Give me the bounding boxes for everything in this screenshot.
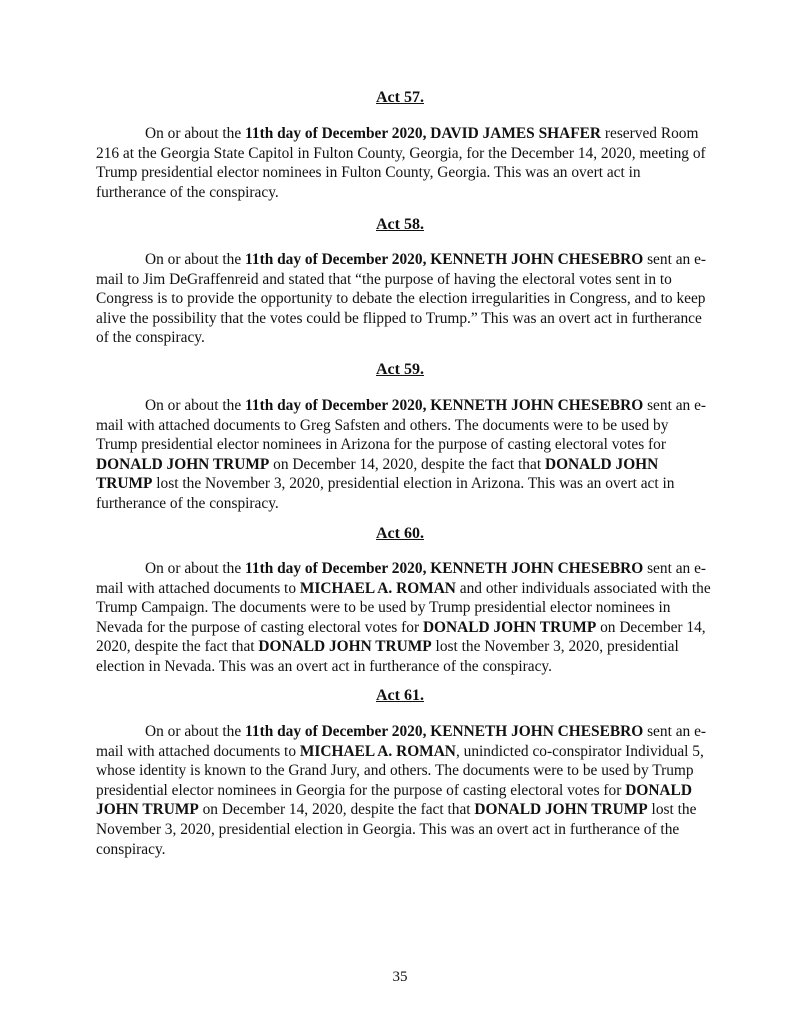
act-59-paragraph	[96, 396, 711, 514]
act-58-heading: Act 58.	[376, 216, 424, 233]
bold-text-run: 11th day of December 2020, KENNETH JOHN CHESEBRO	[245, 723, 644, 740]
text-run: On or about the	[145, 560, 246, 577]
act-57-paragraph	[96, 124, 711, 202]
bold-text-run: 11th day of December 2020, KENNETH JOHN CHESEBRO	[245, 251, 644, 268]
text-run: sent an e-mail with attached documents to Greg Safsten and others. The documents were to be used by Trump presidential elector nominees in Arizona for the purpose of casting electoral votes for	[96, 397, 707, 454]
text-run: sent an e-mail to Jim DeGraffenreid and stated that “the purpose of having the electoral votes sent in to Congress is to provide the opportunity to debate the election irregularities in Congress, and to keep alive the possibility that the votes could be flipped to Trump.” This was an overt act in furtherance of the conspiracy.	[96, 251, 707, 347]
text-run: sent an e-mail with attached documents to	[96, 723, 707, 760]
text-run: reserved Room 216 at the Georgia State Capitol in Fulton County, Georgia, for the December 14, 2020, meeting of Trump presidential elector nominees in Fulton County, Georgia. This was an overt act in furtherance of the conspiracy.	[96, 125, 706, 201]
bold-text-run: DONALD JOHN TRUMP	[96, 455, 659, 493]
bold-text-run: 11th day of December 2020, KENNETH JOHN CHESEBRO	[245, 397, 644, 414]
text-run: and other individuals associated with the Trump Campaign. The documents were to be used by Trump presidential elector nominees in Nevada for the purpose of casting electoral votes for	[96, 579, 711, 636]
act-60-heading: Act 60.	[376, 525, 424, 542]
text-run: sent an e-mail with attached documents to	[96, 560, 707, 597]
text-run: on December 14, 2020, despite the fact that	[198, 801, 475, 819]
text-run: On or about the	[145, 125, 246, 142]
text-run: On or about the	[145, 723, 246, 740]
text-run: lost the November 3, 2020, presidential election in Georgia. This was an overt act in furtherance of the conspiracy.	[96, 801, 697, 858]
act-60-paragraph	[96, 559, 711, 677]
bold-text-run: DONALD JOHN TRUMP	[96, 455, 270, 473]
text-run: lost the November 3, 2020, presidential election in Arizona. This was an overt act in furtherance of the conspiracy.	[96, 475, 675, 512]
act-59-heading: Act 59.	[376, 361, 424, 378]
page-number: 35	[392, 969, 408, 985]
bold-text-run: DONALD JOHN TRUMP	[96, 781, 692, 819]
bold-text-run: DONALD JOHN TRUMP	[422, 618, 597, 636]
act-58-paragraph	[96, 250, 711, 348]
text-run: On or about the	[145, 251, 246, 268]
act-61-heading: Act 61.	[376, 687, 424, 704]
act-61-paragraph	[96, 722, 711, 859]
text-run: On or about the	[145, 397, 246, 414]
act-57-heading: Act 57.	[376, 89, 424, 106]
bold-text-run: DONALD JOHN TRUMP	[258, 638, 432, 656]
text-run: , unindicted co-conspirator Individual 5, whose identity is known to the Grand Jury, and others. The documents were to be used by Trump presidential elector nominees in Georgia for the purpose of casting electoral votes for	[96, 742, 704, 799]
bold-text-run: MICHAEL A. ROMAN	[299, 579, 456, 597]
bold-text-run: 11th day of December 2020, KENNETH JOHN CHESEBRO	[245, 560, 644, 577]
bold-text-run: MICHAEL A. ROMAN	[299, 742, 456, 760]
text-run: on December 14, 2020, despite the fact that	[96, 618, 706, 656]
text-run: on December 14, 2020, despite the fact that	[269, 455, 545, 473]
bold-text-run: 11th day of December 2020, DAVID JAMES SHAFER	[245, 125, 602, 142]
text-run: lost the November 3, 2020, presidential election in Nevada. This was an overt act in furtherance of the conspiracy.	[96, 638, 679, 675]
bold-text-run: DONALD JOHN TRUMP	[474, 801, 648, 819]
